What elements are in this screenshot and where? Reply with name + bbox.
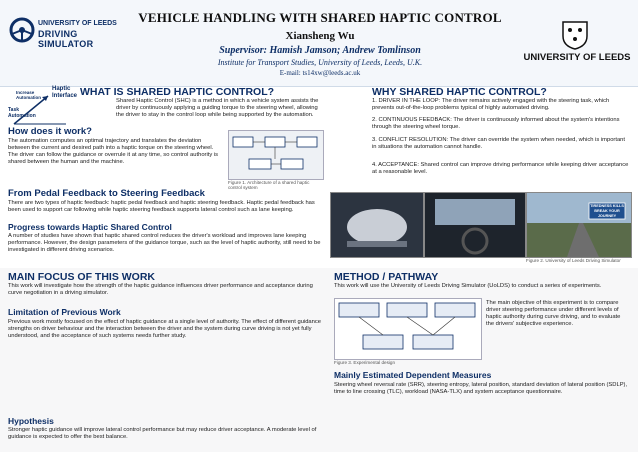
- hypothesis-title: Hypothesis: [8, 416, 54, 426]
- university-crest-icon: [560, 20, 590, 50]
- institute: Institute for Transport Studies, University of Leeds, Leeds, U.K.: [217, 58, 423, 67]
- method-intro: This work will use the University of Leeds Driving Simulator (UoLDS) to conduct a series of experiments.: [334, 283, 602, 289]
- simulator-dome-icon: [331, 193, 423, 257]
- diagram-label-haptic: Haptic Interface: [52, 86, 78, 99]
- pedal-feedback-title: From Pedal Feedback to Steering Feedback: [8, 188, 205, 199]
- measures-text: Steering wheel reversal rate (SRR), steering entropy, lateral position, standard deviation of lateral position (SDLP), time to line crossing (TLC), workload (NASA-TLX) and system acceptance questionnaire.: [334, 382, 628, 395]
- progress-text: A number of studies have shown that haptic shared control reduces the driver's workload and improves lane keeping performance. However, the design parameters of the guidance torque, such as the level of haptic authority, still need to be investigated in different driving scenarios.: [8, 233, 321, 253]
- limitation-title: Limitation of Previous Work: [8, 307, 121, 317]
- supervisors: Supervisor: Hamish Jamson; Andrew Tomlinson: [219, 45, 421, 56]
- simulator-interior-photo: [424, 192, 526, 258]
- university-logo: [522, 20, 632, 70]
- progress-title: Progress towards Haptic Shared Control: [8, 222, 172, 232]
- section-what-text: Shared Haptic Control (SHC) is a method in which a vehicle system assists the driver by continuously applying a guiding torque to the steering wheel, allowing the driver to stay in the control loop while being supported by the automation.: [116, 98, 319, 118]
- section-why-title: WHY SHARED HAPTIC CONTROL?: [372, 86, 547, 98]
- simulator-road-photo: [526, 192, 632, 258]
- pedal-feedback-text: There are two types of haptic feedback: haptic pedal feedback and haptic steering feedback. Haptic pedal feedback has been used to support car following while haptic steering feedback supports lateral control such as lane keeping.: [8, 200, 315, 213]
- diagram-label-increase: Increase Automation: [16, 90, 41, 100]
- how-it-works-text: The automation computes an optimal trajectory and translates the deviation between the current and desired path into a haptic torque on the steering wheel. The driver can follow the guidance or overrule it at any time, so control authority is shared between the human and the machine.: [8, 138, 219, 165]
- figure3-caption: Figure 3. Experimental design: [334, 360, 396, 365]
- architecture-figure: [228, 130, 324, 180]
- method-body: The main objective of this experiment is to compare driver steering performance under different levels of haptic authority during curve driving, and to evaluate the drivers' subjective experience.: [486, 300, 621, 327]
- email: E-mail: ts14xw@leeds.ac.uk: [279, 69, 361, 77]
- simulator-exterior-photo: [330, 192, 424, 258]
- experiment-flow-diagram-icon: [335, 299, 481, 359]
- why-point-4: 4. ACCEPTANCE: Shared control can improve driving performance while keeping driver acceptance at a reasonable level.: [372, 162, 629, 175]
- driving-simulator-logo: [8, 10, 118, 50]
- measures-title: Mainly Estimated Dependent Measures: [334, 370, 492, 380]
- why-point-3: 3. CONFLICT RESOLUTION: The driver can override the system when needed, which is important in situations the automation cannot handle.: [372, 137, 626, 150]
- experiment-design-figure: [334, 298, 482, 360]
- how-it-works-title: How does it work?: [8, 126, 92, 137]
- hypothesis-text: Stronger haptic guidance will improve lateral control performance but may reduce driver acceptance. A moderate level of guidance is expected to offer the best balance.: [8, 427, 317, 440]
- road-sign-text: TIREDNESS KILLS BREAK YOUR JOURNEY: [590, 204, 624, 218]
- automation-diagram: [8, 86, 78, 130]
- architecture-diagram-icon: [229, 131, 323, 179]
- university-logo-text: UNIVERSITY OF LEEDS: [523, 52, 631, 63]
- section-what-title: WHAT IS SHARED HAPTIC CONTROL?: [80, 86, 275, 98]
- limitation-text: Previous work mostly focused on the effect of haptic guidance at a single level of authority. The effect of different guidance strengths on driver behaviour and the interaction between the driver and the system during curve driving is not yet fully understood, and the acceptance of such systems needs further study.: [8, 319, 322, 339]
- figure2-caption: Figure 2. University of Leeds Driving Simulator: [526, 258, 621, 263]
- why-point-2: 2. CONTINUOUS FEEDBACK: The driver is continuously informed about the system's intentions through the steering wheel torque.: [372, 117, 620, 130]
- diagram-label-task: Task Automation: [8, 107, 36, 119]
- why-point-1: 1. DRIVER IN THE LOOP: The driver remains actively engaged with the steering task, which prevents out-of-the-loop problems typical of highly automated driving.: [372, 98, 610, 111]
- figure1-caption: Figure 1. Architecture of a shared haptic control system: [228, 180, 310, 190]
- author-name: Xiansheng Wu: [285, 30, 355, 42]
- main-focus-text: This work will investigate how the strength of the haptic guidance influences driver performance and acceptance during curve negotiation in a driving simulator.: [8, 283, 313, 296]
- poster-title: VEHICLE HANDLING WITH SHARED HAPTIC CONTROL: [138, 10, 502, 25]
- logo-university-text: UNIVERSITY OF LEEDS: [38, 20, 117, 27]
- method-title: METHOD / PATHWAY: [334, 271, 439, 283]
- logo-simulator-text: DRIVING SIMULATOR: [38, 29, 94, 49]
- car-cockpit-icon: [425, 193, 525, 257]
- road-scene-icon: [527, 193, 631, 257]
- main-focus-title: MAIN FOCUS OF THIS WORK: [8, 271, 155, 283]
